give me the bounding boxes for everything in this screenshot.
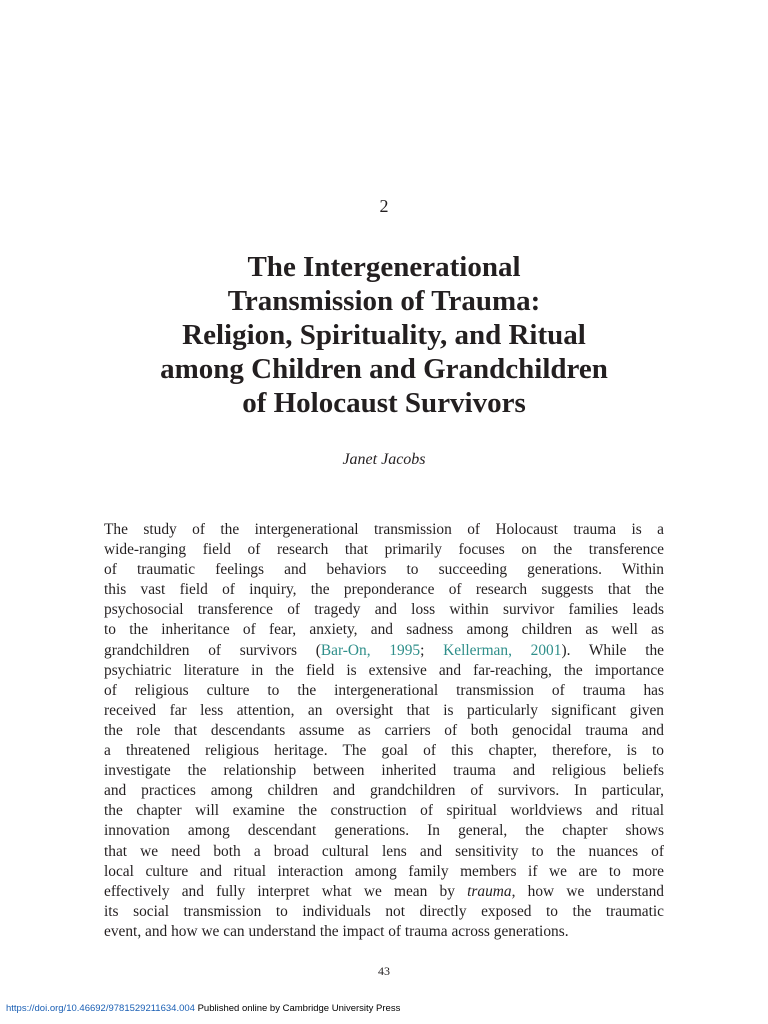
body-line-emphasis	[104, 882, 664, 902]
body-line: its social transmission to individuals not directly exposed to the traumatic	[104, 902, 664, 920]
chapter-title-line: among Children and Grandchildren	[160, 353, 608, 385]
body-line: innovation among descendant generations. In general, the chapter shows	[104, 822, 664, 840]
body-line: event, and how we can understand the impact of trauma across generations.	[104, 922, 569, 940]
body-line: a threatened religious heritage. The goal of this chapter, therefore, is to	[104, 742, 664, 760]
body-line: that we need both a broad cultural lens and sensitivity to the nuances of	[104, 842, 664, 860]
body-line: to the inheritance of fear, anxiety, and sadness among children as well as	[104, 621, 664, 639]
body-text-fragment: grandchildren of survivors (	[104, 641, 321, 659]
body-line: of religious culture to the intergenerational transmission of trauma has	[104, 681, 664, 699]
citation-link-kellerman[interactable]: Kellerman, 2001	[443, 641, 562, 659]
doi-link[interactable]: https://doi.org/10.46692/9781529211634.004	[6, 1003, 195, 1014]
chapter-title-line: Transmission of Trauma:	[227, 285, 541, 317]
body-text-fragment: ). While the	[561, 641, 664, 659]
body-line: The study of the intergenerational transmission of Holocaust trauma is a	[104, 521, 664, 538]
emphasized-term: trauma	[467, 882, 512, 900]
body-text-fragment: effectively and fully interpret what we mean by	[104, 882, 468, 900]
page-number: 43	[378, 964, 390, 978]
footer	[6, 1003, 400, 1014]
chapter-title-line: The Intergenerational	[247, 251, 521, 283]
chapter-title-line: of Holocaust Survivors	[242, 387, 526, 419]
body-line: and practices among children and grandchildren of survivors. In particular,	[104, 782, 664, 800]
body-line-citations	[104, 641, 664, 661]
body-line: psychosocial transference of tragedy and loss within survivor families leads	[104, 601, 664, 619]
publisher-note: Published online by Cambridge University Press	[194, 1003, 401, 1014]
body-line: the chapter will examine the construction of spiritual worldviews and ritual	[104, 802, 664, 820]
citation-link-bar-on[interactable]: Bar-On, 1995	[320, 641, 421, 659]
body-text-fragment: ;	[420, 641, 444, 659]
body-line: the role that descendants assume as carriers of both genocidal trauma and	[104, 721, 664, 739]
body-line: local culture and ritual interaction among family members if we are to more	[104, 862, 664, 880]
author-name: Janet Jacobs	[342, 451, 426, 468]
body-paragraph	[104, 520, 664, 942]
body-line: investigate the relationship between inherited trauma and religious beliefs	[104, 762, 664, 780]
chapter-number: 2	[379, 196, 389, 216]
body-text-fragment: , how we understand	[511, 882, 664, 900]
body-line: psychiatric literature in the field is extensive and far-reaching, the importance	[104, 661, 664, 679]
body-line: of traumatic feelings and behaviors to succeeding generations. Within	[104, 561, 664, 579]
body-line: this vast field of inquiry, the preponderance of research suggests that the	[104, 581, 664, 599]
chapter-title	[60, 250, 708, 420]
chapter-title-line: Religion, Spirituality, and Ritual	[182, 319, 586, 351]
body-line: wide-ranging field of research that primarily focuses on the transference	[104, 541, 664, 559]
body-line: received far less attention, an oversight that is particularly significant given	[104, 701, 664, 719]
